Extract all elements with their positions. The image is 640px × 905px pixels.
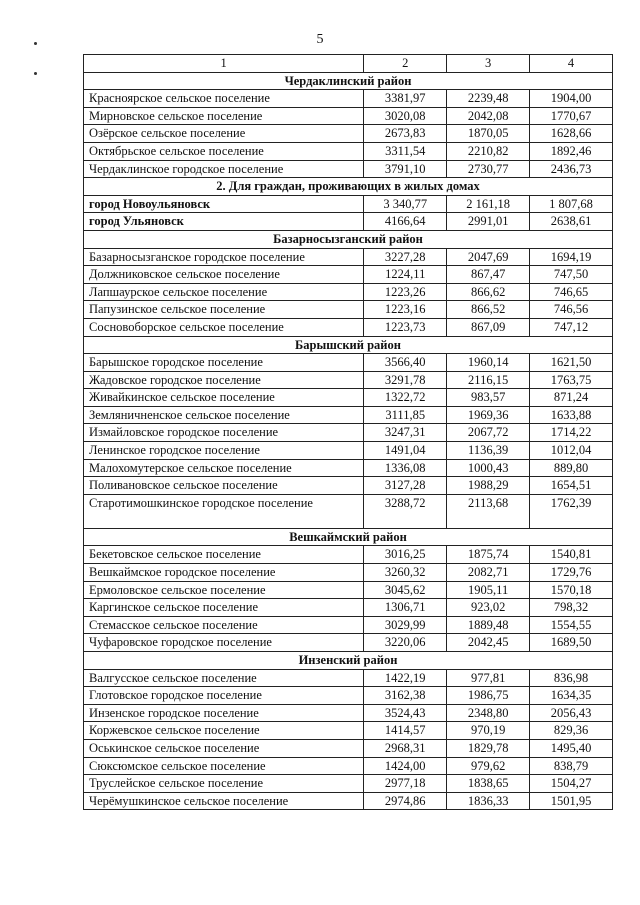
value-cell-col2: 3220,06 [364, 634, 447, 652]
settlement-name-cell: Живайкинское сельское поселение [84, 389, 364, 407]
value-cell-col4: 1554,55 [530, 616, 613, 634]
value-cell-col4: 1628,66 [530, 125, 613, 143]
table-row [84, 213, 613, 231]
section-header-row [84, 336, 613, 354]
table-row [84, 477, 613, 495]
section-header-row [84, 72, 613, 90]
settlement-name-cell: Красноярское сельское поселение [84, 90, 364, 108]
table-row [84, 125, 613, 143]
header-cell-3: 3 [447, 55, 530, 73]
value-cell-col3: 1960,14 [447, 354, 530, 372]
settlement-name-cell: Оськинское сельское поселение [84, 739, 364, 757]
value-cell-col3: 2116,15 [447, 371, 530, 389]
settlement-name-cell: Должниковское сельское поселение [84, 266, 364, 284]
value-cell-col3: 1905,11 [447, 581, 530, 599]
value-cell-col2: 1224,11 [364, 266, 447, 284]
header-cell-2: 2 [364, 55, 447, 73]
value-cell-col2: 3029,99 [364, 616, 447, 634]
value-cell-col3: 2348,80 [447, 704, 530, 722]
value-cell-col3: 866,62 [447, 283, 530, 301]
value-cell-col2: 3016,25 [364, 546, 447, 564]
value-cell-col4: 1762,39 [530, 494, 613, 528]
value-cell-col4: 1654,51 [530, 477, 613, 495]
value-cell-col3: 923,02 [447, 599, 530, 617]
settlement-name-cell: Ермоловское сельское поселение [84, 581, 364, 599]
table-row [84, 406, 613, 424]
settlement-name-cell: Сосновоборское сельское поселение [84, 318, 364, 336]
table-row [84, 564, 613, 582]
value-cell-col3: 1829,78 [447, 739, 530, 757]
settlement-name-cell: Инзенское городское поселение [84, 704, 364, 722]
value-cell-col4: 1634,35 [530, 687, 613, 705]
section-title: Базарносызганский район [84, 230, 613, 248]
value-cell-col4: 1570,18 [530, 581, 613, 599]
value-cell-col3: 1836,33 [447, 792, 530, 810]
table-row [84, 142, 613, 160]
value-cell-col3: 977,81 [447, 669, 530, 687]
settlement-name-cell: Старотимошкинское городское поселение [84, 494, 364, 528]
value-cell-col3: 2067,72 [447, 424, 530, 442]
value-cell-col2: 1223,16 [364, 301, 447, 319]
table-row [84, 599, 613, 617]
table-row [84, 634, 613, 652]
settlement-name-cell: Труслейское сельское поселение [84, 775, 364, 793]
value-cell-col4: 1729,76 [530, 564, 613, 582]
settlement-name-cell: Базарносызганское городское поселение [84, 248, 364, 266]
table-row [84, 442, 613, 460]
margin-dot [34, 72, 37, 75]
table-body [84, 55, 613, 810]
value-cell-col2: 3045,62 [364, 581, 447, 599]
table-row [84, 704, 613, 722]
value-cell-col2: 1424,00 [364, 757, 447, 775]
value-cell-col3: 2 161,18 [447, 195, 530, 213]
value-cell-col3: 867,09 [447, 318, 530, 336]
value-cell-col2: 1322,72 [364, 389, 447, 407]
value-cell-col3: 2082,71 [447, 564, 530, 582]
settlement-name-cell: Папузинское сельское поселение [84, 301, 364, 319]
table-row [84, 757, 613, 775]
section-title: Чердаклинский район [84, 72, 613, 90]
value-cell-col4: 1501,95 [530, 792, 613, 810]
value-cell-col4: 1694,19 [530, 248, 613, 266]
value-cell-col4: 1 807,68 [530, 195, 613, 213]
settlement-name-cell: Валгусское сельское поселение [84, 669, 364, 687]
value-cell-col2: 2974,86 [364, 792, 447, 810]
value-cell-col2: 3020,08 [364, 107, 447, 125]
settlement-name-cell: Глотовское городское поселение [84, 687, 364, 705]
section-title: 2. Для граждан, проживающих в жилых домах [84, 178, 613, 196]
table-row [84, 266, 613, 284]
value-cell-col2: 1491,04 [364, 442, 447, 460]
value-cell-col4: 1892,46 [530, 142, 613, 160]
value-cell-col4: 1504,27 [530, 775, 613, 793]
value-cell-col4: 1904,00 [530, 90, 613, 108]
value-cell-col4: 798,32 [530, 599, 613, 617]
table-row [84, 792, 613, 810]
value-cell-col2: 2977,18 [364, 775, 447, 793]
settlement-name-cell: Вешкаймское городское поселение [84, 564, 364, 582]
value-cell-col4: 2638,61 [530, 213, 613, 231]
settlement-name-cell: Мирновское сельское поселение [84, 107, 364, 125]
settlement-name-cell: Стемасское сельское поселение [84, 616, 364, 634]
value-cell-col2: 2673,83 [364, 125, 447, 143]
value-cell-col3: 1870,05 [447, 125, 530, 143]
value-cell-col2: 3247,31 [364, 424, 447, 442]
value-cell-col4: 1621,50 [530, 354, 613, 372]
section-header-row [84, 178, 613, 196]
section-title: Инзенский район [84, 652, 613, 670]
value-cell-col2: 3791,10 [364, 160, 447, 178]
settlement-name-cell: Сюксюмское сельское поселение [84, 757, 364, 775]
settlement-name-cell: город Новоульяновск [84, 195, 364, 213]
value-cell-col2: 3227,28 [364, 248, 447, 266]
settlement-name-cell: Чуфаровское городское поселение [84, 634, 364, 652]
table-row [84, 739, 613, 757]
value-cell-col4: 889,80 [530, 459, 613, 477]
value-cell-col4: 747,12 [530, 318, 613, 336]
value-cell-col2: 4166,64 [364, 213, 447, 231]
value-cell-col3: 1838,65 [447, 775, 530, 793]
value-cell-col3: 1988,29 [447, 477, 530, 495]
value-cell-col3: 2042,45 [447, 634, 530, 652]
value-cell-col2: 3127,28 [364, 477, 447, 495]
value-cell-col4: 1633,88 [530, 406, 613, 424]
value-cell-col3: 2113,68 [447, 494, 530, 528]
settlement-name-cell: Малохомутерское сельское поселение [84, 459, 364, 477]
value-cell-col2: 3288,72 [364, 494, 447, 528]
value-cell-col4: 1770,67 [530, 107, 613, 125]
page-number: 5 [316, 32, 324, 47]
value-cell-col3: 1000,43 [447, 459, 530, 477]
value-cell-col4: 2056,43 [530, 704, 613, 722]
value-cell-col4: 746,56 [530, 301, 613, 319]
value-cell-col4: 1714,22 [530, 424, 613, 442]
margin-dot [34, 42, 37, 45]
value-cell-col2: 3291,78 [364, 371, 447, 389]
section-header-row [84, 528, 613, 546]
value-cell-col4: 838,79 [530, 757, 613, 775]
value-cell-col3: 1969,36 [447, 406, 530, 424]
value-cell-col4: 1540,81 [530, 546, 613, 564]
value-cell-col4: 829,36 [530, 722, 613, 740]
value-cell-col4: 1012,04 [530, 442, 613, 460]
table-row [84, 195, 613, 213]
value-cell-col4: 747,50 [530, 266, 613, 284]
settlement-name-cell: Чердаклинское городское поселение [84, 160, 364, 178]
settlement-name-cell: Лапшаурское сельское поселение [84, 283, 364, 301]
table-row [84, 616, 613, 634]
settlement-name-cell: Барышское городское поселение [84, 354, 364, 372]
table-row [84, 494, 613, 528]
table-header-row [84, 55, 613, 73]
value-cell-col2: 2968,31 [364, 739, 447, 757]
table-row [84, 301, 613, 319]
table-row [84, 424, 613, 442]
value-cell-col2: 3311,54 [364, 142, 447, 160]
settlement-name-cell: Черёмушкинское сельское поселение [84, 792, 364, 810]
value-cell-col2: 3162,38 [364, 687, 447, 705]
value-cell-col2: 1336,08 [364, 459, 447, 477]
table-row [84, 722, 613, 740]
settlement-name-cell: Бекетовское сельское поселение [84, 546, 364, 564]
value-cell-col2: 1422,19 [364, 669, 447, 687]
value-cell-col3: 866,52 [447, 301, 530, 319]
value-cell-col2: 1306,71 [364, 599, 447, 617]
value-cell-col3: 2239,48 [447, 90, 530, 108]
header-cell-4: 4 [530, 55, 613, 73]
table-row [84, 160, 613, 178]
value-cell-col2: 1414,57 [364, 722, 447, 740]
settlement-name-cell: Земляничненское сельское поселение [84, 406, 364, 424]
value-cell-col3: 1136,39 [447, 442, 530, 460]
section-header-row [84, 652, 613, 670]
value-cell-col3: 2210,82 [447, 142, 530, 160]
table-row [84, 318, 613, 336]
table-row [84, 371, 613, 389]
table-row [84, 546, 613, 564]
value-cell-col2: 3524,43 [364, 704, 447, 722]
value-cell-col4: 836,98 [530, 669, 613, 687]
value-cell-col2: 3111,85 [364, 406, 447, 424]
value-cell-col4: 1689,50 [530, 634, 613, 652]
table-row [84, 687, 613, 705]
settlement-name-cell: Октябрьское сельское поселение [84, 142, 364, 160]
table-row [84, 283, 613, 301]
table-row [84, 107, 613, 125]
table-row [84, 248, 613, 266]
section-header-row [84, 230, 613, 248]
table-row [84, 775, 613, 793]
value-cell-col3: 983,57 [447, 389, 530, 407]
value-cell-col4: 2436,73 [530, 160, 613, 178]
value-cell-col2: 3381,97 [364, 90, 447, 108]
value-cell-col2: 1223,73 [364, 318, 447, 336]
value-cell-col3: 970,19 [447, 722, 530, 740]
value-cell-col3: 2047,69 [447, 248, 530, 266]
settlement-name-cell: Озёрское сельское поселение [84, 125, 364, 143]
settlement-name-cell: Каргинское сельское поселение [84, 599, 364, 617]
settlement-name-cell: Измайловское городское поселение [84, 424, 364, 442]
settlement-name-cell: Поливановское сельское поселение [84, 477, 364, 495]
value-cell-col3: 2730,77 [447, 160, 530, 178]
value-cell-col3: 979,62 [447, 757, 530, 775]
value-cell-col3: 867,47 [447, 266, 530, 284]
settlement-name-cell: Ленинское городское поселение [84, 442, 364, 460]
value-cell-col3: 2991,01 [447, 213, 530, 231]
value-cell-col3: 1875,74 [447, 546, 530, 564]
value-cell-col4: 1763,75 [530, 371, 613, 389]
table-row [84, 581, 613, 599]
settlement-name-cell: Коржевское сельское поселение [84, 722, 364, 740]
settlement-name-cell: Жадовское городское поселение [84, 371, 364, 389]
table-row [84, 389, 613, 407]
value-cell-col2: 3566,40 [364, 354, 447, 372]
value-cell-col3: 2042,08 [447, 107, 530, 125]
value-cell-col4: 1495,40 [530, 739, 613, 757]
value-cell-col2: 3 340,77 [364, 195, 447, 213]
value-cell-col4: 871,24 [530, 389, 613, 407]
value-cell-col4: 746,65 [530, 283, 613, 301]
value-cell-col2: 1223,26 [364, 283, 447, 301]
section-title: Вешкаймский район [84, 528, 613, 546]
value-cell-col3: 1986,75 [447, 687, 530, 705]
table-row [84, 669, 613, 687]
table-row [84, 354, 613, 372]
table-row [84, 459, 613, 477]
section-title: Барышский район [84, 336, 613, 354]
tariff-table [83, 54, 613, 810]
header-cell-1: 1 [84, 55, 364, 73]
value-cell-col3: 1889,48 [447, 616, 530, 634]
value-cell-col2: 3260,32 [364, 564, 447, 582]
settlement-name-cell: город Ульяновск [84, 213, 364, 231]
table-row [84, 90, 613, 108]
